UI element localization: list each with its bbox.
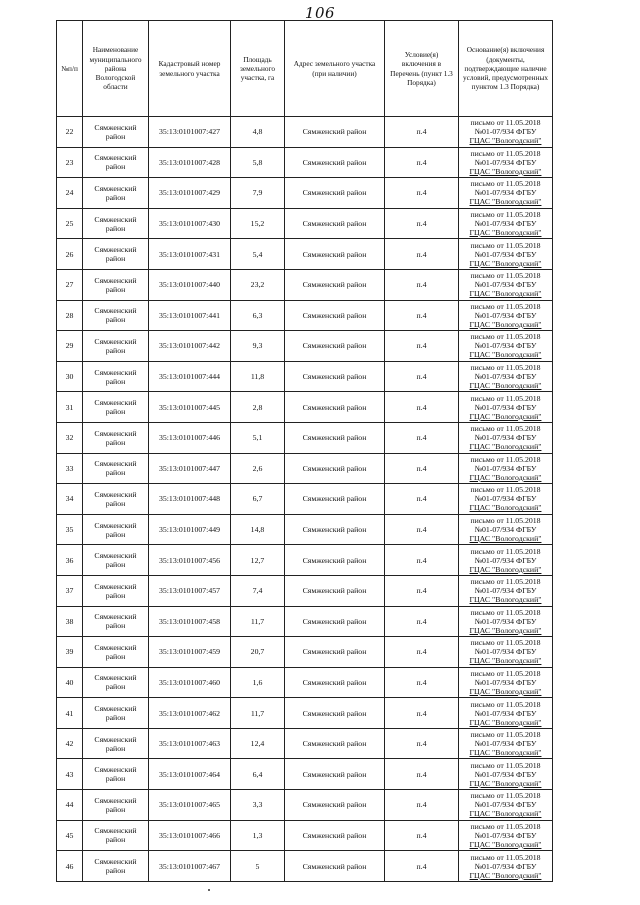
cadastral-number-cell: 35:13:0101007:448 [149, 484, 231, 515]
header-area: Площадь земельного участка, га [231, 21, 285, 117]
cadastral-number-cell: 35:13:0101007:431 [149, 239, 231, 270]
basis-line: №01-07/934 ФГБУ [474, 157, 537, 167]
cadastral-number-cell: 35:13:0101007:445 [149, 392, 231, 423]
table-body [57, 117, 553, 882]
municipality-cell: Сямженский район [83, 300, 149, 331]
table-row [57, 820, 553, 851]
table-row [57, 392, 553, 423]
area-cell: 15,2 [231, 208, 285, 239]
address-cell: Сямженский район [285, 759, 385, 790]
address-cell: Сямженский район [285, 698, 385, 729]
condition-cell: п.4 [385, 820, 459, 851]
basis-line: письмо от 11.05.2018 [470, 210, 541, 220]
basis-cell [459, 575, 553, 606]
address-cell: Сямженский район [285, 178, 385, 209]
table-row [57, 453, 553, 484]
basis-cell [459, 514, 553, 545]
condition-cell: п.4 [385, 514, 459, 545]
basis-line: ГЦАС "Вологодский" [469, 595, 542, 605]
condition-cell: п.4 [385, 361, 459, 392]
basis-line: ГЦАС "Вологодский" [469, 258, 542, 268]
address-cell: Сямженский район [285, 300, 385, 331]
basis-line: ГЦАС "Вологодский" [469, 411, 542, 421]
address-cell: Сямженский район [285, 514, 385, 545]
basis-cell [459, 820, 553, 851]
basis-line: письмо от 11.05.2018 [470, 546, 541, 556]
cadastral-number-cell: 35:13:0101007:457 [149, 575, 231, 606]
area-cell: 11,7 [231, 698, 285, 729]
row-number-cell: 24 [57, 178, 83, 209]
basis-line: ГЦАС "Вологодский" [469, 166, 542, 176]
table-row [57, 239, 553, 270]
row-number-cell: 44 [57, 790, 83, 821]
area-cell: 11,8 [231, 361, 285, 392]
basis-line: письмо от 11.05.2018 [470, 148, 541, 158]
address-cell: Сямженский район [285, 269, 385, 300]
basis-line: письмо от 11.05.2018 [470, 363, 541, 373]
cadastral-number-cell: 35:13:0101007:456 [149, 545, 231, 576]
area-cell: 4,8 [231, 117, 285, 148]
cadastral-number-cell: 35:13:0101007:466 [149, 820, 231, 851]
address-cell: Сямженский район [285, 637, 385, 668]
condition-cell: п.4 [385, 453, 459, 484]
basis-line: письмо от 11.05.2018 [470, 607, 541, 617]
basis-line: ГЦАС "Вологодский" [469, 656, 542, 666]
address-cell: Сямженский район [285, 728, 385, 759]
basis-cell [459, 178, 553, 209]
basis-cell [459, 759, 553, 790]
basis-line: письмо от 11.05.2018 [470, 516, 541, 526]
address-cell: Сямженский район [285, 147, 385, 178]
address-cell: Сямженский район [285, 361, 385, 392]
basis-line: №01-07/934 ФГБУ [474, 586, 537, 596]
basis-line: №01-07/934 ФГБУ [474, 219, 537, 229]
table-row [57, 117, 553, 148]
municipality-cell: Сямженский район [83, 759, 149, 790]
table-row [57, 606, 553, 637]
basis-line: №01-07/934 ФГБУ [474, 616, 537, 626]
row-number-cell: 32 [57, 422, 83, 453]
basis-line: письмо от 11.05.2018 [470, 668, 541, 678]
basis-line: письмо от 11.05.2018 [470, 301, 541, 311]
condition-cell: п.4 [385, 422, 459, 453]
row-number-cell: 34 [57, 484, 83, 515]
table-row [57, 790, 553, 821]
cadastral-number-cell: 35:13:0101007:460 [149, 667, 231, 698]
basis-line: ГЦАС "Вологодский" [469, 564, 542, 574]
basis-line: письмо от 11.05.2018 [470, 791, 541, 801]
basis-line: ГЦАС "Вологодский" [469, 870, 542, 880]
basis-line: ГЦАС "Вологодский" [469, 748, 542, 758]
address-cell: Сямженский район [285, 239, 385, 270]
basis-line: №01-07/934 ФГБУ [474, 402, 537, 412]
basis-line: письмо от 11.05.2018 [470, 485, 541, 495]
basis-line: письмо от 11.05.2018 [470, 821, 541, 831]
area-cell: 12,7 [231, 545, 285, 576]
row-number-cell: 46 [57, 851, 83, 882]
condition-cell: п.4 [385, 545, 459, 576]
address-cell: Сямженский район [285, 117, 385, 148]
address-cell: Сямженский район [285, 484, 385, 515]
condition-cell: п.4 [385, 484, 459, 515]
cadastral-number-cell: 35:13:0101007:447 [149, 453, 231, 484]
row-number-cell: 45 [57, 820, 83, 851]
municipality-cell: Сямженский район [83, 269, 149, 300]
area-cell: 23,2 [231, 269, 285, 300]
condition-cell: п.4 [385, 606, 459, 637]
municipality-cell: Сямженский район [83, 728, 149, 759]
basis-line: №01-07/934 ФГБУ [474, 433, 537, 443]
area-cell: 2,8 [231, 392, 285, 423]
condition-cell: п.4 [385, 637, 459, 668]
basis-line: ГЦАС "Вологодский" [469, 228, 542, 238]
basis-cell [459, 208, 553, 239]
municipality-cell: Сямженский район [83, 637, 149, 668]
cadastral-number-cell: 35:13:0101007:442 [149, 331, 231, 362]
row-number-cell: 22 [57, 117, 83, 148]
basis-cell [459, 606, 553, 637]
row-number-cell: 23 [57, 147, 83, 178]
municipality-cell: Сямженский район [83, 606, 149, 637]
table-row [57, 851, 553, 882]
basis-line: №01-07/934 ФГБУ [474, 525, 537, 535]
header-address: Адрес земельного участка (при наличии) [285, 21, 385, 117]
cadastral-number-cell: 35:13:0101007:430 [149, 208, 231, 239]
basis-line: ГЦАС "Вологодский" [469, 136, 542, 146]
municipality-cell: Сямженский район [83, 484, 149, 515]
address-cell: Сямженский район [285, 545, 385, 576]
municipality-cell: Сямженский район [83, 545, 149, 576]
row-number-cell: 29 [57, 331, 83, 362]
area-cell: 3,3 [231, 790, 285, 821]
cadastral-number-cell: 35:13:0101007:459 [149, 637, 231, 668]
municipality-cell: Сямженский район [83, 208, 149, 239]
municipality-cell: Сямженский район [83, 575, 149, 606]
area-cell: 7,4 [231, 575, 285, 606]
condition-cell: п.4 [385, 575, 459, 606]
basis-line: ГЦАС "Вологодский" [469, 319, 542, 329]
area-cell: 14,8 [231, 514, 285, 545]
table-row [57, 147, 553, 178]
municipality-cell: Сямженский район [83, 422, 149, 453]
municipality-cell: Сямженский район [83, 790, 149, 821]
table-row [57, 484, 553, 515]
cadastral-number-cell: 35:13:0101007:427 [149, 117, 231, 148]
row-number-cell: 36 [57, 545, 83, 576]
row-number-cell: 30 [57, 361, 83, 392]
basis-line: ГЦАС "Вологодский" [469, 289, 542, 299]
municipality-cell: Сямженский район [83, 698, 149, 729]
basis-line: №01-07/934 ФГБУ [474, 861, 537, 871]
condition-cell: п.4 [385, 269, 459, 300]
basis-line: письмо от 11.05.2018 [470, 424, 541, 434]
table-row [57, 178, 553, 209]
basis-line: письмо от 11.05.2018 [470, 730, 541, 740]
basis-line: письмо от 11.05.2018 [470, 179, 541, 189]
condition-cell: п.4 [385, 790, 459, 821]
basis-line: №01-07/934 ФГБУ [474, 494, 537, 504]
basis-cell [459, 117, 553, 148]
municipality-cell: Сямженский район [83, 820, 149, 851]
basis-line: письмо от 11.05.2018 [470, 271, 541, 281]
basis-line: ГЦАС "Вологодский" [469, 778, 542, 788]
basis-line: письмо от 11.05.2018 [470, 454, 541, 464]
table-row [57, 667, 553, 698]
row-number-cell: 33 [57, 453, 83, 484]
cadastral-number-cell: 35:13:0101007:441 [149, 300, 231, 331]
basis-line: №01-07/934 ФГБУ [474, 739, 537, 749]
basis-cell [459, 239, 553, 270]
municipality-cell: Сямженский район [83, 453, 149, 484]
table-row [57, 269, 553, 300]
basis-line: ГЦАС "Вологодский" [469, 503, 542, 513]
basis-cell [459, 269, 553, 300]
address-cell: Сямженский район [285, 820, 385, 851]
basis-cell [459, 545, 553, 576]
condition-cell: п.4 [385, 208, 459, 239]
row-number-cell: 43 [57, 759, 83, 790]
basis-line: письмо от 11.05.2018 [470, 638, 541, 648]
cadastral-number-cell: 35:13:0101007:440 [149, 269, 231, 300]
row-number-cell: 41 [57, 698, 83, 729]
municipality-cell: Сямженский район [83, 851, 149, 882]
basis-line: №01-07/934 ФГБУ [474, 188, 537, 198]
cadastral-number-cell: 35:13:0101007:467 [149, 851, 231, 882]
table-row [57, 545, 553, 576]
address-cell: Сямженский район [285, 851, 385, 882]
basis-line: письмо от 11.05.2018 [470, 852, 541, 862]
municipality-cell: Сямженский район [83, 392, 149, 423]
area-cell: 1,3 [231, 820, 285, 851]
table-row [57, 208, 553, 239]
basis-cell [459, 484, 553, 515]
row-number-cell: 40 [57, 667, 83, 698]
basis-cell [459, 698, 553, 729]
basis-line: письмо от 11.05.2018 [470, 393, 541, 403]
cadastral-number-cell: 35:13:0101007:463 [149, 728, 231, 759]
area-cell: 9,3 [231, 331, 285, 362]
address-cell: Сямженский район [285, 208, 385, 239]
row-number-cell: 42 [57, 728, 83, 759]
municipality-cell: Сямженский район [83, 667, 149, 698]
table-row [57, 575, 553, 606]
address-cell: Сямженский район [285, 453, 385, 484]
basis-line: №01-07/934 ФГБУ [474, 372, 537, 382]
basis-cell [459, 392, 553, 423]
municipality-cell: Сямженский район [83, 331, 149, 362]
basis-line: письмо от 11.05.2018 [470, 332, 541, 342]
address-cell: Сямженский район [285, 606, 385, 637]
table-row [57, 514, 553, 545]
scan-mark [208, 889, 210, 891]
condition-cell: п.4 [385, 117, 459, 148]
row-number-cell: 27 [57, 269, 83, 300]
table-row [57, 728, 553, 759]
land-plot-table [56, 20, 553, 882]
basis-cell [459, 667, 553, 698]
area-cell: 6,4 [231, 759, 285, 790]
header-municipality: Наименование муниципального района Вологодской области [83, 21, 149, 117]
table-row [57, 361, 553, 392]
row-number-cell: 35 [57, 514, 83, 545]
area-cell: 5,1 [231, 422, 285, 453]
area-cell: 5,4 [231, 239, 285, 270]
address-cell: Сямженский район [285, 575, 385, 606]
basis-cell [459, 453, 553, 484]
cadastral-number-cell: 35:13:0101007:462 [149, 698, 231, 729]
basis-line: ГЦАС "Вологодский" [469, 809, 542, 819]
basis-line: письмо от 11.05.2018 [470, 699, 541, 709]
basis-line: ГЦАС "Вологодский" [469, 839, 542, 849]
area-cell: 6,3 [231, 300, 285, 331]
basis-line: №01-07/934 ФГБУ [474, 555, 537, 565]
basis-cell [459, 422, 553, 453]
municipality-cell: Сямженский район [83, 514, 149, 545]
municipality-cell: Сямженский район [83, 361, 149, 392]
address-cell: Сямженский район [285, 667, 385, 698]
basis-line: письмо от 11.05.2018 [470, 240, 541, 250]
basis-line: №01-07/934 ФГБУ [474, 341, 537, 351]
table-row [57, 300, 553, 331]
basis-line: письмо от 11.05.2018 [470, 760, 541, 770]
cadastral-number-cell: 35:13:0101007:458 [149, 606, 231, 637]
basis-cell [459, 637, 553, 668]
basis-line: №01-07/934 ФГБУ [474, 310, 537, 320]
area-cell: 2,6 [231, 453, 285, 484]
municipality-cell: Сямженский район [83, 117, 149, 148]
address-cell: Сямженский район [285, 790, 385, 821]
basis-cell [459, 790, 553, 821]
basis-line: ГЦАС "Вологодский" [469, 625, 542, 635]
basis-cell [459, 300, 553, 331]
basis-line: ГЦАС "Вологодский" [469, 197, 542, 207]
municipality-cell: Сямженский район [83, 178, 149, 209]
basis-line: №01-07/934 ФГБУ [474, 280, 537, 290]
cadastral-number-cell: 35:13:0101007:449 [149, 514, 231, 545]
header-basis: Основание(я) включения (документы, подтверждающие наличие условий, предусмотренных пунктом 1.3 Порядка) [459, 21, 553, 117]
area-cell: 7,9 [231, 178, 285, 209]
area-cell: 12,4 [231, 728, 285, 759]
basis-line: №01-07/934 ФГБУ [474, 830, 537, 840]
address-cell: Сямженский район [285, 392, 385, 423]
area-cell: 5 [231, 851, 285, 882]
basis-line: №01-07/934 ФГБУ [474, 677, 537, 687]
municipality-cell: Сямженский район [83, 147, 149, 178]
row-number-cell: 26 [57, 239, 83, 270]
row-number-cell: 25 [57, 208, 83, 239]
condition-cell: п.4 [385, 728, 459, 759]
basis-cell [459, 361, 553, 392]
table-row [57, 759, 553, 790]
address-cell: Сямженский район [285, 422, 385, 453]
condition-cell: п.4 [385, 178, 459, 209]
condition-cell: п.4 [385, 239, 459, 270]
basis-line: №01-07/934 ФГБУ [474, 708, 537, 718]
condition-cell: п.4 [385, 698, 459, 729]
area-cell: 11,7 [231, 606, 285, 637]
basis-line: ГЦАС "Вологодский" [469, 350, 542, 360]
cadastral-number-cell: 35:13:0101007:429 [149, 178, 231, 209]
condition-cell: п.4 [385, 392, 459, 423]
row-number-cell: 38 [57, 606, 83, 637]
table-row [57, 422, 553, 453]
condition-cell: п.4 [385, 331, 459, 362]
condition-cell: п.4 [385, 300, 459, 331]
area-cell: 20,7 [231, 637, 285, 668]
condition-cell: п.4 [385, 759, 459, 790]
cadastral-number-cell: 35:13:0101007:428 [149, 147, 231, 178]
area-cell: 6,7 [231, 484, 285, 515]
basis-line: №01-07/934 ФГБУ [474, 249, 537, 259]
basis-line: ГЦАС "Вологодский" [469, 472, 542, 482]
basis-cell [459, 331, 553, 362]
table-row [57, 331, 553, 362]
header-condition: Условие(я) включения в Перечень (пункт 1.3 Порядка) [385, 21, 459, 117]
area-cell: 5,8 [231, 147, 285, 178]
municipality-cell: Сямженский район [83, 239, 149, 270]
basis-line: №01-07/934 ФГБУ [474, 647, 537, 657]
basis-line: №01-07/934 ФГБУ [474, 463, 537, 473]
row-number-cell: 39 [57, 637, 83, 668]
cadastral-number-cell: 35:13:0101007:465 [149, 790, 231, 821]
basis-line: ГЦАС "Вологодский" [469, 534, 542, 544]
basis-cell [459, 728, 553, 759]
cadastral-number-cell: 35:13:0101007:446 [149, 422, 231, 453]
row-number-cell: 28 [57, 300, 83, 331]
row-number-cell: 37 [57, 575, 83, 606]
header-cadastral: Кадастровый номер земельного участка [149, 21, 231, 117]
cadastral-number-cell: 35:13:0101007:444 [149, 361, 231, 392]
condition-cell: п.4 [385, 147, 459, 178]
condition-cell: п.4 [385, 667, 459, 698]
table-header-row [57, 21, 553, 117]
basis-line: ГЦАС "Вологодский" [469, 686, 542, 696]
condition-cell: п.4 [385, 851, 459, 882]
basis-line: ГЦАС "Вологодский" [469, 381, 542, 391]
page-number: 106 [304, 4, 336, 22]
area-cell: 1,6 [231, 667, 285, 698]
basis-line: письмо от 11.05.2018 [470, 577, 541, 587]
basis-cell [459, 147, 553, 178]
basis-cell [459, 851, 553, 882]
basis-line: №01-07/934 ФГБУ [474, 127, 537, 137]
row-number-cell: 31 [57, 392, 83, 423]
basis-line: №01-07/934 ФГБУ [474, 769, 537, 779]
cadastral-number-cell: 35:13:0101007:464 [149, 759, 231, 790]
basis-line: ГЦАС "Вологодский" [469, 442, 542, 452]
address-cell: Сямженский район [285, 331, 385, 362]
basis-line: №01-07/934 ФГБУ [474, 800, 537, 810]
basis-line: ГЦАС "Вологодский" [469, 717, 542, 727]
header-num: №п/п [57, 21, 83, 117]
table-row [57, 637, 553, 668]
table-row [57, 698, 553, 729]
basis-line: письмо от 11.05.2018 [470, 118, 541, 128]
